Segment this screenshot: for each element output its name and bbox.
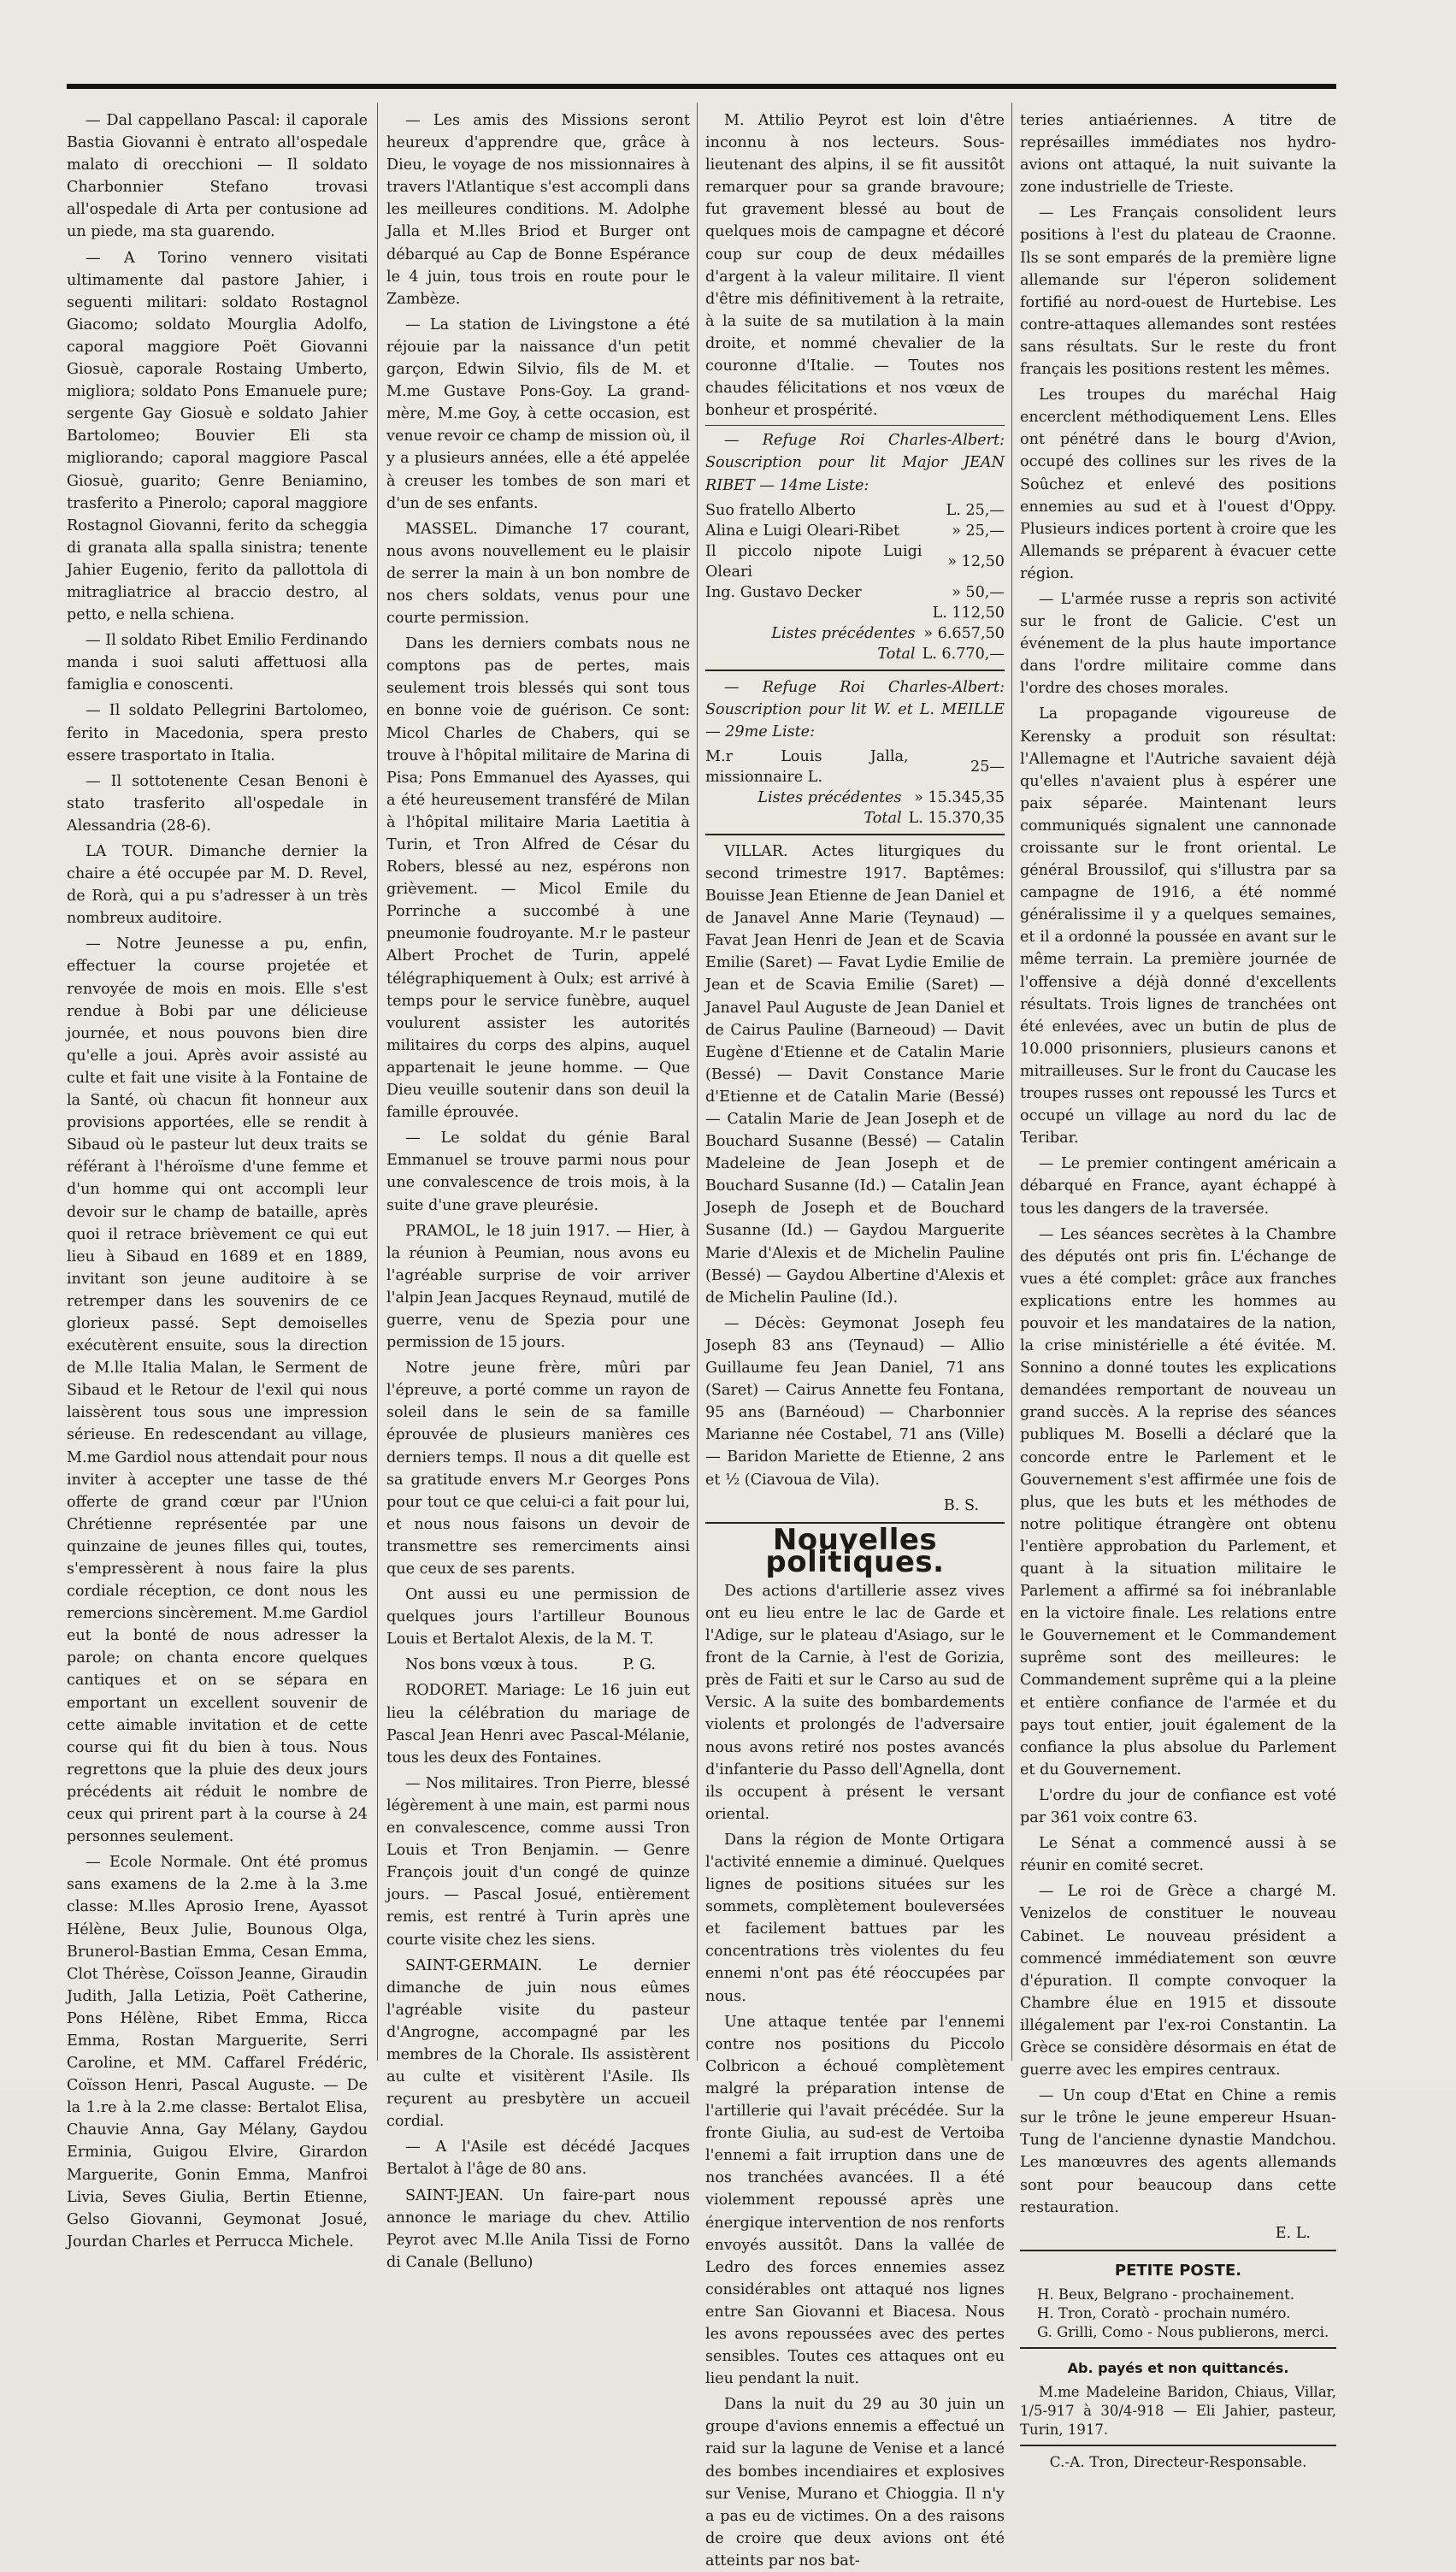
paragraph: Des actions d'artillerie assez vives ont eu lieu entre le lac de Garde et l'Adige, sur le plateau d'Asiago, sur le front de la Carnie, à l'est de Gorizia, près de Faiti et sur le Carso au sud de Versic. A la suite des bombardements violents et prolongés de l'adversaire nous avons retiré nos postes avancés d'infanterie du Passo dell'Agnella, dont ils occupent à présent le versant oriental. [705,1582,1005,1823]
divider [705,670,1005,671]
paragraph: — Le soldat du génie Baral Emmanuel se trouve parmi nous pour une convalescence de trois mois, à la suite d'une grave pleurésie. [386,1130,690,1214]
divider [705,425,1005,426]
paragraph: Une attaque tentée par l'ennemi contre nos positions du Piccolo Colbricon a échoué complètement malgré la préparation intense de l'artillerie qui l'avait précédée. Sur la fronte Giulia, au sud-est de Vertoiba l'ennemi a fait irruption dans une de nos tranchées avancées. Il a été violemment repoussé après une énergique intervention de nos renforts envoyés aussitôt. Dans la vallée de Ledro des forces ennemies assez considérables ont attaqué nos lignes entre San Giovanni et Biacesa. Nous les avons repoussées avec des pertes sensibles. Toutes ces attaques ont eu lieu pendant la nuit. [705,2013,1005,2388]
paragraph: — L'armée russe a repris son activité sur le front de Galicie. C'est un événement de la plus haute importance dans l'ordre militaire comme dans l'ordre des choses morales. [1020,590,1336,698]
paragraph: — Notre Jeunesse a pu, enfin, effectuer la course projetée et renvoyée de mois en mois. Elle s'est rendue à Bobi par une délicieuse journée, et nous pouvons bien dire qu'elle a joui. Après avoir assisté au culte et fait une visite à la Fontaine de la Santé, où chacun fit honneur aux provisions apportées, elle se rendit à Sibaud où le pasteur lut deux traits se référant à l'héroïsme d'une femme et d'un homme qui ont accompli leur devoir sur le champ de bataille, après quoi il retrace brièvement ce qui eut lieu à Sibaud en 1689 et en 1889, invitant son jeune auditoire à se retremper dans les souvenirs de ce glorieux passé. Sept demoiselles exécutèrent ensuite, sous la direction de M.lle Italia Malan, le Serment de Sibaud et le Retour de l'exil qui nous laissèrent tous sous une impression sérieuse. En redescendant au village, M.me Gardiol nous attendait pour nous inviter à accepter une tasse de thé offerte de grand cœur par l'Union Chrétienne représentée par une quinzaine de jeunes filles qui, toutes, s'empressèrent à nous faire la plus cordiale réception, ce dont nous les remercions sincèrement. M.me Gardiol eut la bonté de nous adresser la parole; on chanta encore quelques cantiques et on se sépara en emportant un excellent souvenir de cette aimable invitation et de cette course qui fit du bien à tous. Nous regrettons que la pluie des deux jours précédents ait réduit le nombre de ceux qui prirent part à la course à 24 personnes seulement. [67,935,368,1846]
subscription-amount: » 50,— [952,583,1005,601]
column-divider [697,103,698,2061]
paragraph: — Les amis des Missions seront heureux d'apprendre que, grâce à Dieu, le voyage de nos missionnaires à travers l'Atlantique s'est accompli dans les meilleures conditions. M. Adolphe Jalla et M.lles Briod et Burger ont débarqué au Cap de Bonne Espérance le 4 juin, tous trois en route pour le Zambèze. [386,112,690,308]
petite-poste-title: PETITE POSTE. [1114,2261,1242,2280]
petite-poste-item: H. Tron, Coratò - prochain numéro. [1037,2304,1291,2321]
paragraph: — Les Français consolident leurs positions à l'est du plateau de Craonne. Ils se sont emparés de la première ligne allemande sur l'éperon solidement fortifié au nord-ouest de Hurtebise. Les contre-attaques allemandes sont restées sans résultats. Sur le reste du front français les positions restent les mêmes. [1020,204,1336,379]
paragraph: — Les séances secrètes à la Chambre des députés ont pris fin. L'échange de vues a été complet: grâce aux franches explications entre les hommes au pouvoir et les mandataires de la nation, la crise ministérielle a été évitée. M. Sonnino a donné toutes les explications demandées remportant de nouveau un grand succès. A la reprise des séances publiques M. Boselli a déclaré que la concorde entre le Parlement et le Gouvernement s'est affirmée une fois de plus, que les buts et les méthodes de notre politique étrangère ont obtenu l'entière approbation du Parlement, et quant à la situation militaire le Parlement a affirmé sa foi inébranlable en la victoire finale. Les relations entre le Gouvernement et le Commandement suprême sont des meilleures: le Commandement suprême qui a la pleine et entière confiance de l'armée et du pays tout entier, jouit également de la confiance la plus absolue du Parlement et du Gouvernement. [1020,1225,1336,1779]
subscription-row [705,623,1005,644]
payments-title: Ab. payés et non quittancés. [1067,2359,1289,2376]
signature: P. G. [622,1656,656,1674]
subscriber-name: Suo fratello Alberto [705,501,856,519]
paragraph: — A l'Asile est décédé Jacques Bertalot à l'âge de 80 ans. [386,2138,690,2179]
paragraph: — Ecole Normale. Ont été promus sans examens de la 2.me à la 3.me classe: M.lles Aprosio Irene, Ayassot Hélène, Beux Julie, Bounous Olga, Brunerol-Bastian Emma, Cesan Emma, Clot Thérèse, Coïsson Jeanne, Giraudin Judith, Jalla Letizia, Poët Catherine, Pons Hélène, Ribet Emma, Ricca Emma, Rostan Marguerite, Serri Caroline, et MM. Caffarel Frédéric, Coïsson Henri, Pascal Auguste. — De la 1.re à la 2.me classe: Bertalot Elisa, Chauvie Anna, Gay Mélany, Gaydou Erminia, Guigou Elvire, Girardon Marguerite, Gonin Emma, Manfroi Livia, Seves Giulia, Bertin Etienne, Gelso Giovanni, Geymonat Josué, Jourdan Charles et Perrucca Michele. [67,1854,368,2250]
paragraph: M. Attilio Peyrot est loin d'être inconnu à nos lecteurs. Sous-lieutenant des alpins, il se fit aussitôt remarquer pour sa grande bravoure; fut gravement blessé au bout de quelques mois de campagne et décoré coup sur coup de deux médailles d'argent à la valeur militaire. Il vient d'être mis définitivement à la retraite, à la suite de sa mutilation à la main droite, et nommé chevalier de la couronne d'Italie. — Toutes nos chaudes félicitations et nos vœux de bonheur et prospérité. [705,112,1005,420]
paragraph: — Dal cappellano Pascal: il caporale Bastia Giovanni è entrato all'ospedale malato di orecchioni — Il soldato Charbonnier Stefano trovasi all'ospedale di Arta per contusione ad un piede, ma sta guarendo. [67,112,368,241]
paragraph: — Le roi de Grèce a chargé M. Venizelos de constituer le nouveau Cabinet. Le nouveau président a commencé immédiatement son œuvre d'épuration. Il compte convoquer la Chambre élue en 1915 et dissoute illégalement par l'ex-roi Constantin. La Grèce se considère désormais en état de guerre avec les empires centraux. [1020,1883,1336,2079]
divider [1020,2347,1336,2349]
paragraph: Notre jeune frère, mûri par l'épreuve, a porté comme un rayon de soleil dans le sein de sa famille éprouvée de plusieurs manières ces derniers temps. Il nous a dit quelle est sa gratitude envers M.r Georges Pons pour tout ce que celui-ci a fait pour lui, et nous nous faisons un devoir de transmettre ses remerciments ainsi que ceux de ses parents. [386,1360,690,1578]
subscription-heading: — Refuge Roi Charles-Albert: Souscription pour lit Major JEAN RIBET — 14me Liste: [705,432,1005,494]
closing-text: Nos bons vœux à tous. [405,1656,579,1674]
subscription-amount: L. 112,50 [932,604,1005,622]
paragraph: SAINT-JEAN. Un faire-part nous annonce le mariage du chev. Attilio Peyrot avec M.lle Anila Tissi de Forno di Canale (Belluno) [386,2186,690,2271]
paragraph: — Nos militaires. Tron Pierre, blessé légèrement à une main, est parmi nous en convalescence, comme aussi Tron Louis et Tron Benjamin. — Genre François jouit d'un congé de quinze jours. — Pascal Josué, entièrement remis, est rentré à Turin après une courte visite chez les siens. [386,1774,690,1949]
subscription-amount: » 12,50 [947,552,1005,570]
column-2 [386,109,690,2271]
subscription-table-1 [705,500,1005,664]
subscription-heading: — Refuge Roi Charles-Albert: Souscription pour lit W. et L. MEILLE — 29me Liste: [705,678,1005,740]
divider [1020,2250,1336,2251]
paragraph: — La station de Livingstone a été réjouie par la naissance d'un petit garçon, Edwin Silvio, fils de M. et M.me Gustave Pons-Goy. La grand-mère, M.me Goy, à cette occasion, est venue revoir ce champ de mission où, il y a plusieurs années, elle a été appelée à creuser les tombes de son mari et d'un de ses enfants. [386,316,690,512]
subscriber-name: Total [864,809,902,827]
paragraph: — A Torino vennero visitati ultimamente dal pastore Jahier, i seguenti militari: soldato Rostagnol Giacomo; soldato Mourglia Adolfo, caporal maggiore Poët Giovanni Giosuè, caporale Rostaing Umberto, migliora; soldato Pons Emanuele pure; sergente Gay Giosuè e soldato Jahier Bartolomeo; Bouvier Eli sta migliorando; caporal maggiore Pascal Giosuè, guarito; Genre Beniamino, trasferito a Pinerolo; caporal maggiore Rostagnol Giovanni, ferito da scheggia di granata alla spalla sinistra; tenente Jahier Eugenio, ferito da pallottola di mitragliatrice al braccio destro, al petto, e nella schiena. [67,249,368,624]
petite-poste-item: H. Beux, Belgrano - prochainement. [1037,2286,1294,2303]
paragraph: — Un coup d'Etat en Chine a remis sur le trône le jeune empereur Hsuan-Tung de l'ancienne dynastie Mandchou. Les manœuvres des agents allemands sont pour beaucoup dans cette restauration. [1020,2087,1336,2216]
paragraph: RODORET. Mariage: Le 16 juin eut lieu la célébration du mariage de Pascal Jean Henri avec Pascal-Mélanie, tous les deux des Fontaines. [386,1682,690,1767]
paragraph: Le Sénat a commencé aussi à se réunir en comité secret. [1020,1835,1336,1875]
subscription-amount: » 15.345,35 [914,788,1005,806]
paragraph: — Le premier contingent américain a débarqué en France, ayant échappé à tous les dangers de la traversée. [1020,1155,1336,1218]
paragraph: VILLAR. Actes liturgiques du second trimestre 1917. Baptêmes: Bouisse Jean Etienne de Jean Daniel et de Janavel Anne Marie (Teynaud) — Favat Jean Henri de Jean et de Scavia Emilie (Saret) — Favat Lydie Emilie de Jean et de Scavia Emilie (Saret) — Janavel Paul Auguste de Jean Daniel et de Cairus Pauline (Barneoud) — Davit Eugène d'Etienne et de Catalin Marie (Bessé) — Davit Constance Marie d'Etienne et de Catalin Marie (Bessé) — Catalin Marie de Jean Joseph et de Bouchard Susanne (Bessé) — Catalin Madeleine de Jean Joseph et de Bouchard Susanne (Id.) — Catalin Jean Joseph de Joseph et de Bouchard Susanne (Id.) — Gaydou Marguerite Marie d'Alexis et de Michelin Pauline (Bessé) — Gaydou Albertine d'Alexis et de Michelin Pauline (Id.). [705,842,1005,1307]
divider [1020,2445,1336,2446]
subscription-row [705,521,1005,541]
paragraph: L'ordre du jour de confiance est voté par 361 voix contre 63. [1020,1786,1336,1827]
subscription-row [705,541,1005,582]
top-rule [67,84,1336,89]
subscriber-name: Il piccolo nipote Luigi Oleari [705,542,923,581]
column-4 [1020,109,1336,2471]
subscriber-name: Alina e Luigi Oleari-Ribet [705,522,900,540]
column-3 [705,109,1005,2569]
paragraph: Ont aussi eu une permission de quelques jours l'artilleur Bounous Louis et Bertalot Alexis, de la M. T. [386,1586,690,1649]
signature-line [386,1654,690,1676]
paragraph: Dans la nuit du 29 au 30 juin un groupe d'avions ennemis a effectué un raid sur la lagune de Venise et a lancé des bombes incendiaires et explosives sur Venise, Murano et Chioggia. Il n'y a pas eu de victimes. On a des raisons de croire que deux avions ont été atteints par nos bat- [705,2396,1005,2569]
paragraph: — Il soldato Pellegrini Bartolomeo, ferito in Macedonia, spera presto essere trasportato in Italia. [67,702,368,764]
paragraph: teries antiaériennes. A titre de représailles immédiates nos hydro-avions ont attaqué, la nuit suivante la zone industrielle de Trieste. [1020,112,1336,197]
column-divider [1011,103,1012,2061]
signature: B. S. [943,1496,979,1514]
paragraph: MASSEL. Dimanche 17 courant, nous avons nouvellement eu le plaisir de serrer la main à un bon nombre de nos chers soldats, venus pour une courte permission. [386,520,690,628]
subscription-row [705,500,1005,521]
subscription-row [705,788,1005,808]
subscription-amount: L. 15.370,35 [908,809,1005,827]
subscription-table-2 [705,746,1005,829]
paragraph: — Décès: Geymonat Joseph feu Joseph 83 ans (Teynaud) — Allio Guillaume feu Jean Daniel, 71 ans (Saret) — Cairus Annette feu Fontana, 95 ans (Barnéoud) — Charbonnier Marianne née Costabel, 71 ans (Ville) — Baridon Mariette de Etienne, 2 ans et ½ (Ciavoua de Vila). [705,1314,1005,1489]
paragraph: Dans la région de Monte Ortigara l'activité ennemie a diminué. Quelques lignes de positions situées sur les sommets, complètement bouleversées et facilement battues par les concentrations très violentes du feu ennemi n'ont pas été réoccupées par nous. [705,1831,1005,2005]
subscriber-name: M.r Louis Jalla, missionnaire L. [705,747,909,786]
subscription-amount: L. 6.770,— [922,645,1005,663]
subscriber-name: Listes précédentes [757,788,902,806]
column-divider [377,103,378,2061]
subscription-amount: 25— [970,758,1005,776]
divider [705,834,1005,835]
paragraph: — Il sottotenente Cesan Benoni è stato trasferito all'ospedale in Alessandria (28-6). [67,772,368,835]
subscriber-name: Listes précédentes [771,624,916,642]
subscription-row [705,808,1005,829]
subscription-row [705,746,1005,788]
section-title: Nouvelles politiques. [765,1522,945,1579]
petite-poste-item: G. Grilli, Como - Nous publierons, merci. [1037,2323,1329,2340]
payments-text: M.me Madeleine Baridon, Chiaus, Villar, 1/5-917 à 30/4-918 — Eli Jahier, pasteur, Turin, 1917. [1020,2384,1336,2438]
subscriber-name: Ing. Gustavo Decker [705,583,862,601]
signature: E. L. [1275,2224,1311,2242]
subscription-amount: L. 25,— [946,501,1005,519]
column-1 [67,109,368,2250]
paragraph: Dans les derniers combats nous ne comptons pas de pertes, mais seulement trois blessés qui sont tous en bonne voie de guérison. Ce sont: Micol Charles de Chabers, qui se trouve à l'hôpital militaire de Marina di Pisa; Pons Emmanuel des Ayasses, qui a été heureusement transféré de Milan à l'hôpital militaire Maria Laetitia à Turin, et Tron Alfred de César du Robers, blessé au nez, espérons non grièvement. — Micol Emile du Porrinche a succombé à une pneumonie foudroyante. M.r le pasteur Albert Prochet de Turin, appelé télégraphiquement à Oulx; est arrivé à temps pour le service funèbre, auquel voulurent assister les autorités militaires du corps des alpins, auquel appartenait le jeune homme. — Que Dieu veuille soutenir dans son deuil la famille éprouvée. [386,635,690,1122]
paragraph: — Il soldato Ribet Emilio Ferdinando manda i suoi saluti affettuosi alla famiglia e conoscenti. [67,632,368,694]
subscription-row [705,603,1005,623]
subscription-amount: » 6.657,50 [923,624,1005,642]
subscriber-name: Total [877,645,916,663]
paragraph: SAINT-GERMAIN. Le dernier dimanche de juin nous eûmes l'agréable visite du pasteur d'Angrogne, accompagné par les membres de la Chorale. Ils assistèrent au culte et visitèrent l'Asile. Ils reçurent au presbytère un accueil cordial. [386,1956,690,2131]
paragraph: LA TOUR. Dimanche dernier la chaire a été occupée par M. D. Revel, de Rorà, qui a pu s'adresser à un très nombreux auditoire. [67,843,368,928]
paragraph: La propagande vigoureuse de Kerensky a produit son résultat: l'Allemagne et l'Autriche savaient déjà qu'elles n'avaient plus à espérer une paix séparée. Maintenant leurs communiqués signalent une cannonade croissante sur le front oriental. Le général Broussilof, qui s'illustra par sa campagne de 1916, a été nommé généralissime il y a quelques semaines, et il a ordonné la poussée en avant sur le même terrain. La première journée de l'offensive a déjà donné d'excellents résultats. Trois lignes de tranchées ont été enlevées, avec un butin de plus de 10.000 prisonniers, plusieurs canons et mitrailleuses. Sur le front du Caucase les troupes russes ont repoussé les Turcs et occupé un village au nord du lac de Teribar. [1020,705,1336,1147]
petite-poste-list [1020,2286,1336,2342]
subscriber-name [705,603,923,623]
paragraph: PRAMOL, le 18 juin 1917. — Hier, à la réunion à Peumian, nous avons eu l'agréable surprise de voir arriver l'alpin Jean Jacques Reynaud, mutilé de guerre, venu de Spezia pour une permission de 15 jours. [386,1222,690,1352]
paragraph: Les troupes du maréchal Haig encerclent méthodiquement Lens. Elles ont pénétré dans le bourg d'Avion, occupé des collines sur les rives de la Soûchez et enlevé des positions ennemies au sud et à l'ouest d'Oppy. Plusieurs indices portent à croire que les Allemands se préparent à évacuer cette région. [1020,386,1336,582]
director-line: C.-A. Tron, Directeur-Responsable. [1049,2454,1307,2471]
subscription-amount: » 25,— [952,522,1005,540]
subscription-row [705,582,1005,603]
subscription-row [705,644,1005,664]
